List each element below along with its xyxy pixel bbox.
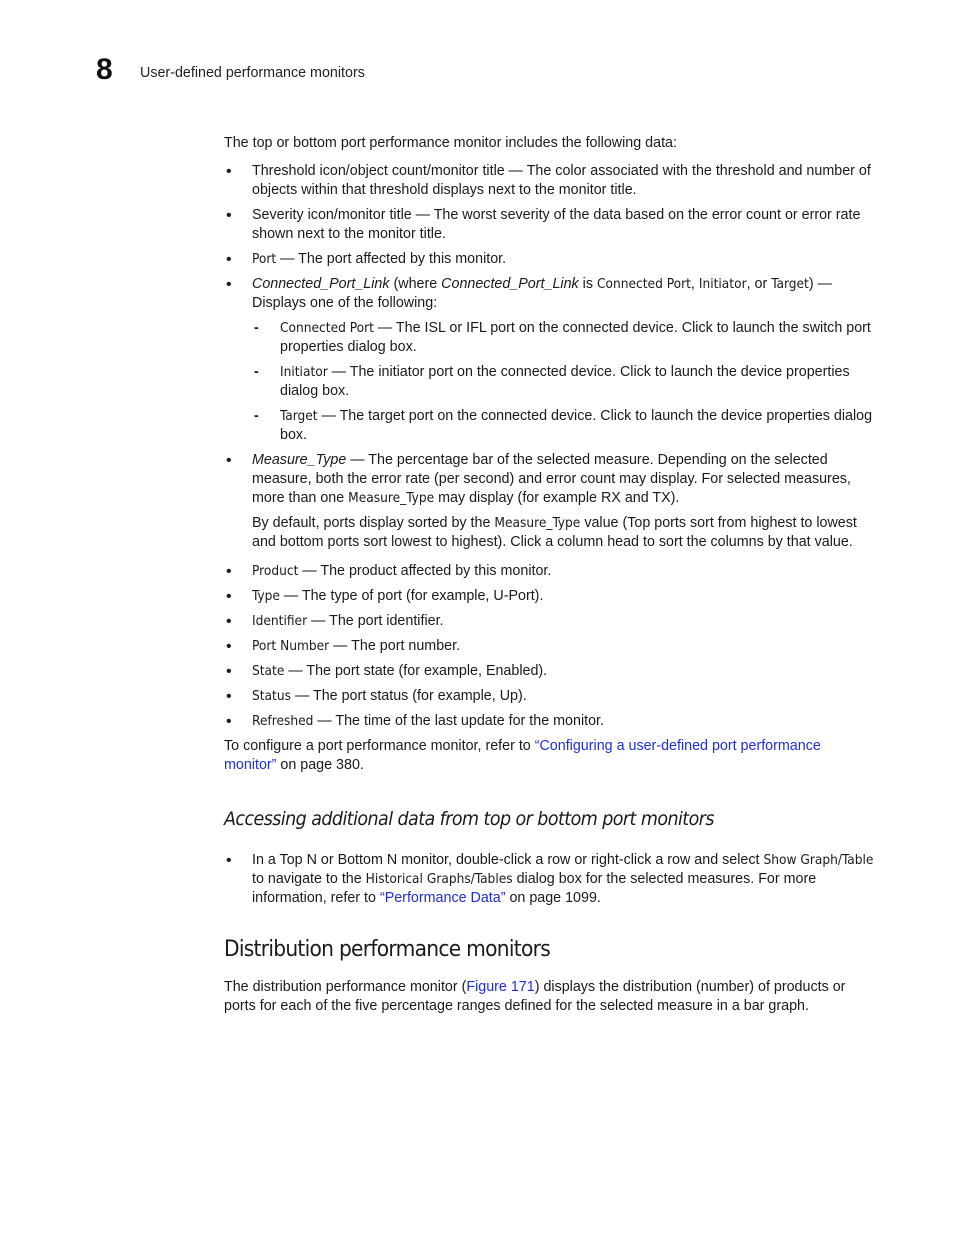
item-term: Initiator xyxy=(698,276,747,292)
item-text: Threshold icon/object count/monitor title — The color associated with the threshold and number of objects within that threshold displays next to the monitor title. xyxy=(252,163,871,198)
item-term: Port Number xyxy=(252,638,330,654)
item-term: Target xyxy=(771,276,809,292)
item-text: — The port number. xyxy=(329,638,461,654)
item-text: Severity icon/monitor title — The worst severity of the data based on the error count or error rate shown next to the monitor title. xyxy=(252,207,861,242)
list-item xyxy=(224,662,874,681)
item-term: Historical Graphs/Tables xyxy=(365,871,513,887)
list-item xyxy=(224,162,874,200)
measure-type-paragraph xyxy=(252,514,874,552)
item-term: Initiator xyxy=(280,364,328,380)
paragraph-text: The distribution performance monitor ( xyxy=(224,979,467,995)
performance-data-link[interactable]: “Performance Data” xyxy=(379,890,506,906)
item-term: Refreshed xyxy=(252,713,314,729)
connected-port-link-sublist xyxy=(252,319,874,445)
item-term: Identifier xyxy=(252,613,308,629)
item-text: ) — Displays one of the following: xyxy=(252,276,832,311)
item-text: value (Top ports sort from highest to lowest and bottom ports sort lowest to highest). Click a column head to sort the columns by that value. xyxy=(252,515,857,550)
list-item-connected-port-link xyxy=(224,275,874,445)
item-text: — The target port on the connected device. Click to launch the device properties dialog box. xyxy=(280,408,873,443)
item-text: — The percentage bar of the selected measure. Depending on the selected measure, both the error rate (per second) and error count may display. For selected measures, more than one xyxy=(252,452,851,506)
item-text: — The initiator port on the connected device. Click to launch the device properties dialog box. xyxy=(280,364,850,399)
item-text: — The port identifier. xyxy=(307,613,444,629)
item-text: to navigate to the xyxy=(252,871,366,887)
note-text: To configure a port performance monitor, refer to xyxy=(224,738,535,754)
item-term: Target xyxy=(280,408,318,424)
list-item xyxy=(224,250,874,269)
item-text: — The time of the last update for the monitor. xyxy=(313,713,604,729)
sub-list-item xyxy=(252,407,874,445)
figure-171-link[interactable]: Figure 171 xyxy=(466,979,535,995)
item-term: Measure_Type xyxy=(348,490,435,506)
list-item xyxy=(224,687,874,706)
item-term: Connected Port xyxy=(596,276,691,292)
item-text: By default, ports display sorted by the xyxy=(252,515,495,531)
note-text: on page 380. xyxy=(276,757,364,773)
list-item xyxy=(224,637,874,656)
list-item xyxy=(224,612,874,631)
intro-paragraph: The top or bottom port performance monitor includes the following data: xyxy=(224,135,677,151)
item-term: Port xyxy=(252,251,277,267)
item-term: Connected Port xyxy=(280,320,374,336)
list-item xyxy=(224,562,874,581)
item-term: Measure_Type xyxy=(252,452,347,468)
section-heading: Distribution performance monitors xyxy=(224,937,551,962)
item-text: — The port affected by this monitor. xyxy=(276,251,507,267)
item-term: Type xyxy=(252,588,280,604)
sub-list-item xyxy=(252,363,874,401)
paragraph-text: ) displays the distribution (number) of products or ports for each of the five percentage ranges defined for the selected measure in a bar graph. xyxy=(224,979,846,1014)
sub-list-item xyxy=(252,319,874,357)
list-item-measure-type xyxy=(224,451,874,552)
configure-monitor-link[interactable]: “Configuring a user-defined port performance monitor” xyxy=(224,738,821,773)
item-text: on page 1099. xyxy=(505,890,601,906)
chapter-number: 8 xyxy=(96,53,113,86)
item-term: Show Graph/Table xyxy=(763,852,874,868)
running-header-title: User-defined performance monitors xyxy=(140,65,365,81)
item-text: dialog box for the selected measures. For more information, refer to xyxy=(252,871,817,906)
item-text: — The port status (for example, Up). xyxy=(290,688,527,704)
distribution-paragraph xyxy=(224,978,874,1016)
configure-note-paragraph xyxy=(224,737,874,775)
item-text: (where xyxy=(389,276,442,292)
list-item xyxy=(224,587,874,606)
subsection-heading: Accessing additional data from top or bottom port monitors xyxy=(224,808,714,830)
item-term: Measure_Type xyxy=(494,515,581,531)
item-term: Connected_Port_Link xyxy=(252,276,390,292)
list-item xyxy=(224,712,874,731)
item-text: , xyxy=(690,276,699,292)
item-term: State xyxy=(252,663,285,679)
page-content xyxy=(224,134,874,1016)
item-text: — The port state (for example, Enabled). xyxy=(284,663,548,679)
item-text: — The product affected by this monitor. xyxy=(298,563,552,579)
item-term: Connected_Port_Link xyxy=(441,276,579,292)
item-term: Product xyxy=(252,563,299,579)
item-text: is xyxy=(578,276,597,292)
item-text: — The ISL or IFL port on the connected device. Click to launch the switch port properties dialog box. xyxy=(280,320,871,355)
item-text: In a Top N or Bottom N monitor, double-click a row or right-click a row and select xyxy=(252,852,764,868)
item-text: — The type of port (for example, U-Port). xyxy=(279,588,544,604)
access-data-list xyxy=(224,851,874,908)
list-item xyxy=(224,206,874,244)
list-item xyxy=(224,851,874,908)
item-text: , or xyxy=(746,276,772,292)
item-term: Status xyxy=(252,688,291,704)
item-text: may display (for example RX and TX). xyxy=(434,490,680,506)
monitor-data-list xyxy=(224,162,874,731)
